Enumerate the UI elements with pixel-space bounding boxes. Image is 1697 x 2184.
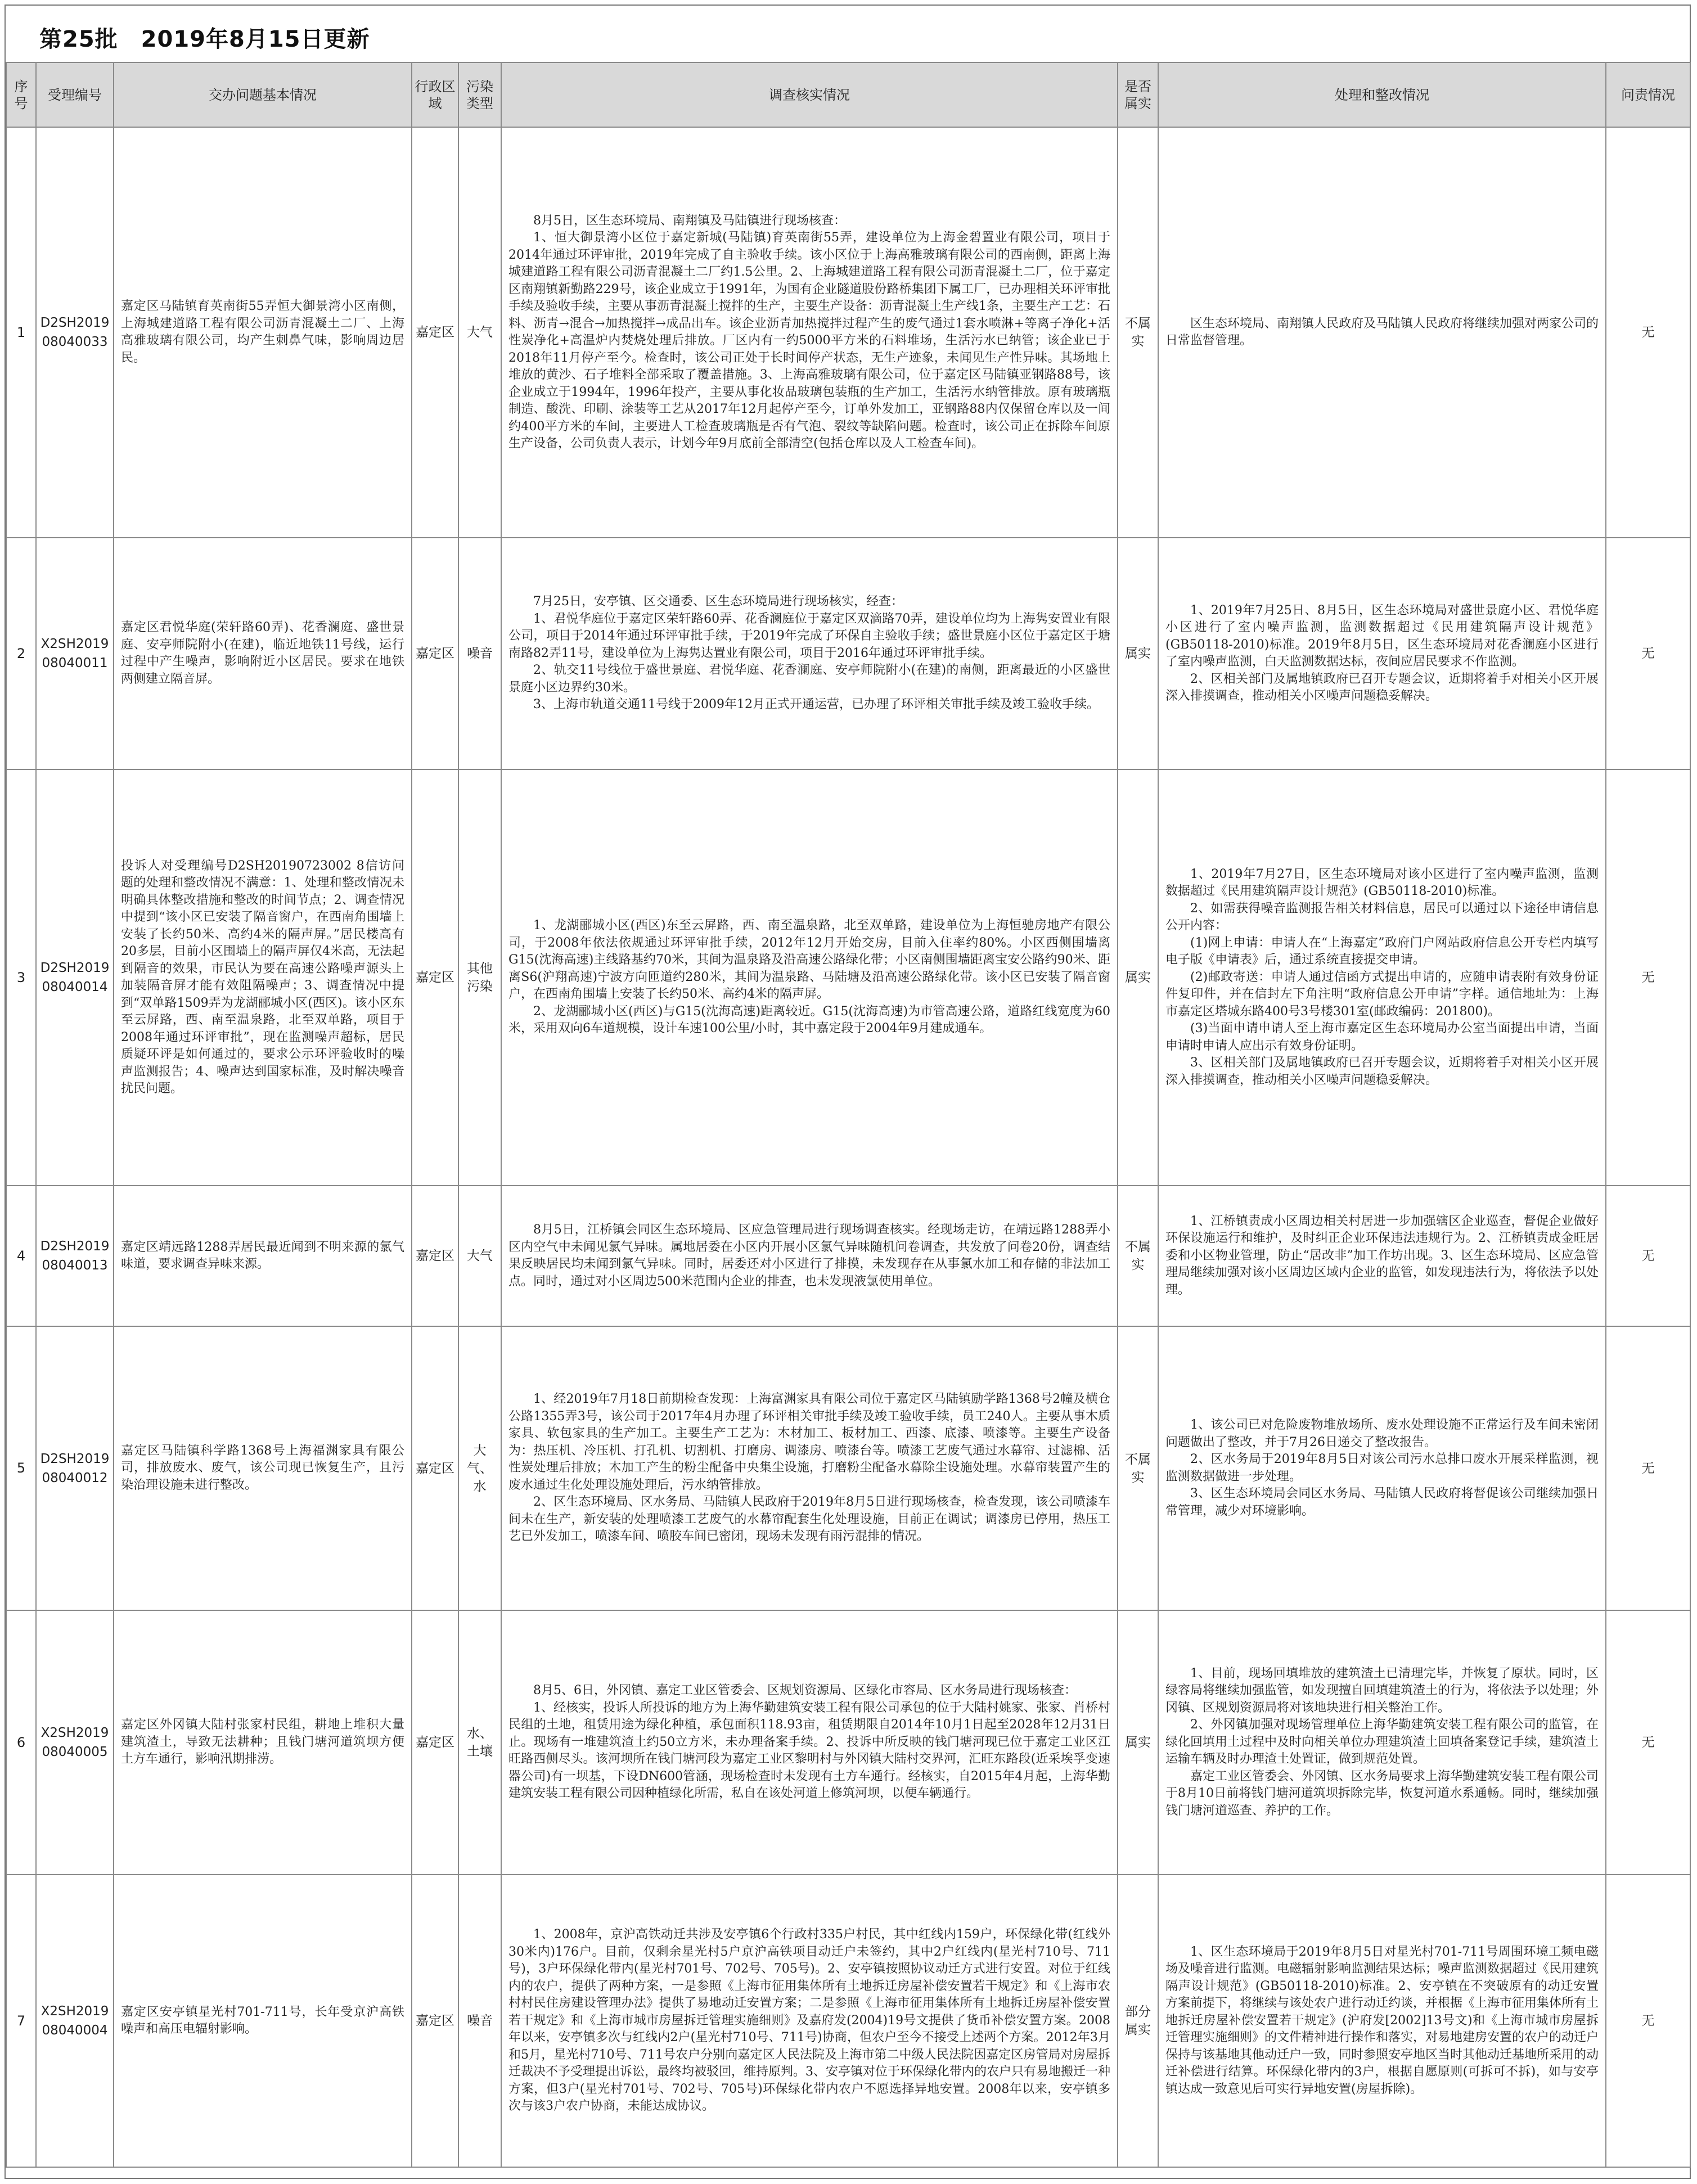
handling-paragraph: 区生态环境局、南翔镇人民政府及马陆镇人民政府将继续加强对两家公司的日常监督管理。 (1165, 316, 1599, 348)
cell-handling (1158, 1875, 1606, 2167)
table-row (6, 769, 1690, 1186)
cell-region: 嘉定区 (412, 769, 458, 1186)
cell-handling (1158, 1326, 1606, 1610)
investigation-paragraph: 8月5、6日，外冈镇、嘉定工业区管委会、区规划资源局、区绿化市容局、区水务局进行现场核查： (533, 1683, 1077, 1698)
handling-paragraph: (1)网上申请：申请人在“上海嘉定”政府门户网站政府信息公开专栏内填写电子版《申请表》后，通过系统直接提交申请。 (1165, 935, 1599, 967)
cell-accountability: 无 (1606, 538, 1690, 769)
cell-handling (1158, 127, 1606, 538)
table-row (6, 1875, 1690, 2167)
cell-pollution: 其他污染 (458, 769, 501, 1186)
cell-code: D2SH201908040013 (36, 1186, 114, 1326)
cell-code: D2SH201908040014 (36, 769, 114, 1186)
cell-region: 嘉定区 (412, 1186, 458, 1326)
cell-investigation (501, 1326, 1118, 1610)
cell-region: 嘉定区 (412, 1875, 458, 2167)
investigation-paragraph: 1、2008年，京沪高铁动迁共涉及安亭镇6个行政村335户村民，其中红线内159户，环保绿化带(红线外30米内)176户。目前，仅剩余星光村5户京沪高铁项目动迁户未签约，其中2户红线内(星光村710号、711号)，3户环保绿化带内(星光村701号、702号、705号)。2、安亭镇按照协议动迁方式进行安置。对位于红线内的农户，提供了两种方案，一是参照《上海市征用集体所有土地拆迁房屋补偿安置若干规定》和《上海市农村村民住房建设管理办法》提供了易地动迁安置方案；二是参照《上海市征用集体所有土地拆迁房屋补偿安置若干规定》和《上海市城市房屋拆迁管理实施细则》及嘉府发(2004)19号文提供了货币补偿安置方案。2008年以来，安亭镇多次与红线内2户(星光村710号、711号)协商，但农户至今不接受上述两个方案。2012年3月和5月，星光村710号、711号农户分别向嘉定区人民法院及上海市第二中级人民法院因嘉定区房管局对房屋拆迁裁决不予受理提出诉讼，最终均被驳回，维持原判。3、安亭镇对位于环保绿化带内的农户只有易地搬迁一种方案，但3户(星光村701号、702号、705号)环保绿化带内农户不愿选择异地安置。2008年以来，安亭镇多次与该3户农户协商，未能达成协议。 (508, 1928, 1111, 2114)
cell-seq: 4 (6, 1186, 36, 1326)
cell-accountability: 无 (1606, 1326, 1690, 1610)
issue-text: 嘉定区靖远路1288弄居民最近闻到不明来源的氯气味道，要求调查异味来源。 (121, 1240, 404, 1271)
cell-investigation (501, 1875, 1118, 2167)
handling-paragraph: (3)当面申请申请人至上海市嘉定区生态环境局办公室当面提出申请，当面申请时申请人应出示有效身份证明。 (1165, 1021, 1599, 1053)
cell-region: 嘉定区 (412, 127, 458, 538)
handling-paragraph: 1、2019年7月27日，区生态环境局对该小区进行了室内噪声监测，监测数据超过《民用建筑隔声设计规范》(GB50118-2010)标准。 (1165, 867, 1599, 899)
cell-verified: 不属实 (1118, 1186, 1158, 1326)
handling-paragraph: 1、目前，现场回填堆放的建筑渣土已清理完毕，并恢复了原状。同时，区绿容局将继续加强监管，如发现擅自回填建筑渣土的行为，将依法予以处理；外冈镇、区规划资源局将对该地块进行相关整治工作。 (1165, 1666, 1599, 1715)
cell-issue (114, 1326, 412, 1610)
cell-seq: 1 (6, 127, 36, 538)
cell-accountability: 无 (1606, 769, 1690, 1186)
investigation-paragraph: 8月5日，区生态环境局、南翔镇及马陆镇进行现场核查： (533, 213, 846, 228)
cell-pollution: 噪音 (458, 1875, 501, 2167)
document-page (4, 4, 1691, 2179)
cell-issue (114, 1875, 412, 2167)
investigation-paragraph: 8月5日，江桥镇会同区生态环境局、区应急管理局进行现场调查核实。经现场走访，在靖远路1288弄小区内空气中未闻见氯气异味。属地居委在小区内开展小区氯气异味随机问卷调查，共发放了问卷20份，调查结果反映居民均未闻到氯气异味。同时，居委还对小区进行了排摸，未发现存在从事氯水加工和存储的非法加工点。同时，通过对小区周边500米范围内企业的排查，也未发现液氯使用单位。 (508, 1223, 1110, 1289)
handling-paragraph: (2)邮政寄送：申请人通过信函方式提出申请的，应随申请表附有效身份证件复印件，并在信封左下角注明“政府信息公开申请”字样。通信地址为：上海市嘉定区塔城东路400号3号楼301室(邮政编码：201800)。 (1165, 970, 1599, 1019)
cell-handling (1158, 1186, 1606, 1326)
cell-region: 嘉定区 (412, 1610, 458, 1875)
header-seq: 序号 (6, 62, 36, 127)
cell-code: D2SH201908040033 (36, 127, 114, 538)
cell-region: 嘉定区 (412, 1326, 458, 1610)
header-code: 受理编号 (36, 62, 114, 127)
cell-seq: 2 (6, 538, 36, 769)
investigation-paragraph: 3、上海市轨道交通11号线于2009年12月正式开通运营，已办理了环评相关审批手续及竣工验收手续。 (533, 697, 1099, 712)
table-row (6, 1610, 1690, 1875)
cell-issue (114, 127, 412, 538)
cell-code: D2SH201908040012 (36, 1326, 114, 1610)
cell-pollution: 大气、水 (458, 1326, 501, 1610)
handling-paragraph: 3、区相关部门及属地镇政府已召开专题会议，近期将着手对相关小区开展深入排摸调查，推动相关小区噪声问题稳妥解决。 (1165, 1056, 1599, 1087)
header-region: 行政区域 (412, 62, 458, 127)
cell-issue (114, 769, 412, 1186)
cell-pollution: 大气 (458, 127, 501, 538)
investigation-paragraph: 1、恒大御景湾小区位于嘉定新城(马陆镇)育英南街55弄，建设单位为上海金碧置业有限公司，项目于2014年通过环评审批，2019年完成了自主验收手续。该小区位于上海高雅玻璃有限公司的西南侧，距离上海城建道路工程有限公司沥青混凝土二厂约1.5公里。2、上海城建道路工程有限公司沥青混凝土二厂，位于嘉定区南翔镇新勤路229号，该企业成立于1991年，为国有企业隧道股份路桥集团下属工厂，已办理相关环评审批手续及验收手续，主要从事沥青混凝土搅拌的生产，主要生产设备：沥青混凝土生产线1条，主要生产工艺：石料、沥青→混合→加热搅拌→成品出车。该企业沥青加热搅拌过程产生的废气通过1套水喷淋+等离子净化+活性炭净化+高温炉内焚烧处理后排放。厂区内有一约5000平方米的石料堆场，生活污水已纳管；该企业已于2018年11月停产至今。检查时，该公司正处于长时间停产状态，无生产迹象，未闻见生产性异味。其场地上堆放的黄沙、石子堆料全部采取了覆盖措施。3、上海高雅玻璃有限公司，位于嘉定区马陆镇亚钢路88号，该企业成立于1994年，1996年投产，主要从事化妆品玻璃包装瓶的生产加工，生活污水纳管排放。原有玻璃瓶制造、酸洗、印刷、涂装等工艺从2017年12月起停产至今，订单外发加工，亚钢路88内仅保留仓库以及一间约400平方米的车间，主要进人工检查玻璃瓶是否有气泡、裂纹等缺陷问题。检查时，该公司正在拆除车间原生产设备，公司负责人表示，计划今年9月底前全部清空(包括仓库以及人工检查车间)。 (508, 231, 1111, 451)
handling-paragraph: 1、2019年7月25日、8月5日，区生态环境局对盛世景庭小区、君悦华庭小区进行了室内噪声监测，监测数据超过《民用建筑隔声设计规范》(GB50118-2010)标准。2019年8月5日，区生态环境局对花香澜庭小区进行了室内噪声监测，白天监测数据达标，夜间应居民要求不作监测。 (1165, 603, 1599, 669)
table-row (6, 1186, 1690, 1326)
investigation-paragraph: 2、区生态环境局、区水务局、马陆镇人民政府于2019年8月5日进行现场核查，检查发现，该公司喷漆车间未在生产，新安装的处理喷漆工艺废气的水幕帘配套生化处理设施，目前正在调试；调漆房已停用，热压工艺已外发加工，喷漆车间、喷胶车间已密闭，现场未发现有雨污混排的情况。 (508, 1495, 1110, 1544)
cell-accountability: 无 (1606, 127, 1690, 538)
handling-paragraph: 1、区生态环境局于2019年8月5日对星光村701-711号周围环境工频电磁场及噪音进行监测。电磁辐射影响监测结果达标；噪声监测数据超过《民用建筑隔声设计规范》(GB50118-2010)标准。2、安亭镇在不突破原有的动迁安置方案前提下，将继续与该处农户进行动迁约谈，并根据《上海市征用集体所有土地拆迁房屋补偿安置若干规定》(沪府发[2002]13号文)和《上海市城市房屋拆迁管理实施细则》的文件精神进行操作和落实，对易地建房安置的农户的动迁户保持与该基地其他动迁户一致，同时参照安亭地区当时其他动迁基地所采用的动迁补偿进行结算。环保绿化带内的3户，根据自愿原则(可拆可不拆)，如与安亭镇达成一致意见后可实行异地安置(房屋拆除)。 (1165, 1944, 1599, 2096)
issue-text: 嘉定区安亭镇星光村701-711号，长年受京沪高铁噪声和高压电辐射影响。 (121, 2005, 404, 2036)
cell-handling (1158, 769, 1606, 1186)
cell-code: X2SH201908040011 (36, 538, 114, 769)
investigation-paragraph: 1、经2019年7月18日前期检查发现：上海富渊家具有限公司位于嘉定区马陆镇励学路1368号2幢及横仓公路1355弄3号，该公司于2017年4月办理了环评相关审批手续及竣工验收手续，员工240人。主要从事木质家具、软包家具的生产加工。主要生产工艺为：木材加工、板材加工、西漆、底漆、喷漆等。主要生产设备为：热压机、冷压机、打孔机、切割机、打磨房、调漆房、喷漆台等。喷漆工艺废气通过水幕帘、过滤棉、活性炭处理后排放；木加工产生的粉尘配备中央集尘设施，打磨粉尘配备水幕除尘设施处理。水幕帘装置产生的废水通过生化处理设施处理后，污水纳管排放。 (508, 1392, 1110, 1492)
investigation-paragraph: 7月25日，安亭镇、区交通委、区生态环境局进行现场核实，经查： (533, 595, 903, 609)
header-verified: 是否属实 (1118, 62, 1158, 127)
cell-investigation (501, 1186, 1118, 1326)
cell-handling (1158, 538, 1606, 769)
cell-verified: 部分属实 (1118, 1875, 1158, 2167)
handling-paragraph: 2、如需获得噪音监测报告相关材料信息，居民可以通过以下途径申请信息公开内容： (1165, 901, 1599, 933)
issue-text: 嘉定区马陆镇育英南街55弄恒大御景湾小区南侧，上海城建道路工程有限公司沥青混凝土二厂、上海高雅玻璃有限公司，均产生刺鼻气味，影响周边居民。 (121, 299, 404, 365)
header-accountability: 问责情况 (1606, 62, 1690, 127)
cell-accountability: 无 (1606, 1875, 1690, 2167)
handling-paragraph: 嘉定工业区管委会、外冈镇、区水务局要求上海华勤建筑安装工程有限公司于8月10日前将钱门塘河道筑坝拆除完毕，恢复河道水系通畅。同时，继续加强钱门塘河道巡查、养护的工作。 (1165, 1769, 1599, 1818)
cell-issue (114, 538, 412, 769)
cell-handling (1158, 1610, 1606, 1875)
cell-verified: 属实 (1118, 538, 1158, 769)
cell-issue (114, 1610, 412, 1875)
cell-code: X2SH201908040005 (36, 1610, 114, 1875)
cell-pollution: 大气 (458, 1186, 501, 1326)
investigation-paragraph: 1、龙湖郦城小区(西区)东至云屏路，西、南至温泉路，北至双单路，建设单位为上海恒驰房地产有限公司，于2008年依法依规通过环评审批手续，2012年12月开始交房，目前入住率约80%。小区西侧围墙离G15(沈海高速)主线路基约70米，其间为温泉路及沿高速公路绿化带；小区南侧围墙距离宝安公路约90米、距离S6(沪翔高速)宁波方向匝道约280米，其间为温泉路、马陆塘及沿高速公路绿化带。该小区已安装了隔音窗户，在西南角围墙上安装了长约50米、高约4米的隔声屏。 (508, 918, 1110, 1002)
handling-paragraph: 2、区相关部门及属地镇政府已召开专题会议，近期将着手对相关小区开展深入排摸调查，推动相关小区噪声问题稳妥解决。 (1165, 672, 1599, 703)
header-issue: 交办问题基本情况 (114, 62, 412, 127)
cell-pollution: 噪音 (458, 538, 501, 769)
handling-paragraph: 1、江桥镇责成小区周边相关村居进一步加强辖区企业巡查，督促企业做好环保设施运行和维护，及时纠正企业环保违法违规行为。2、江桥镇责成金旺居委和小区物业管理，防止“居改非”加工作坊出现。3、区生态环境局、区应急管理局继续加强对该小区周边区域内企业的监管，如发现违法行为，将依法予以处理。 (1165, 1214, 1599, 1297)
cell-seq: 3 (6, 769, 36, 1186)
document-title: 第25批 2019年8月15日更新 (39, 26, 370, 52)
header-pollution: 污染类型 (458, 62, 501, 127)
investigation-paragraph: 2、龙湖郦城小区(西区)与G15(沈海高速)距离较近。G15(沈海高速)为市管高速公路，道路红线宽度为60米，采用双向6车道规模，设计车速100公里/小时，其中嘉定段于2004年9月建成通车。 (508, 1004, 1110, 1036)
cell-verified: 不属实 (1118, 127, 1158, 538)
header-handling: 处理和整改情况 (1158, 62, 1606, 127)
cell-issue (114, 1186, 412, 1326)
cell-region: 嘉定区 (412, 538, 458, 769)
cell-pollution: 水、土壤 (458, 1610, 501, 1875)
handling-paragraph: 2、外冈镇加强对现场管理单位上海华勤建筑安装工程有限公司的监管，在绿化回填用土过程中及时向相关单位办理建筑渣土回填备案登记手续，建筑渣土运输车辆及时办理渣土处置证，做到规范处置。 (1165, 1718, 1599, 1767)
cell-investigation (501, 538, 1118, 769)
cell-accountability: 无 (1606, 1610, 1690, 1875)
cell-investigation (501, 769, 1118, 1186)
table-row (6, 538, 1690, 769)
investigation-paragraph: 1、君悦华庭位于嘉定区荣轩路60弄、花香澜庭位于嘉定区双滴路70弄，建设单位均为上海隽安置业有限公司，项目于2014年通过环评审批手续，于2019年完成了环保自主验收手续；盛世景庭小区位于嘉定区于塘南路82弄11号，建设单位为上海隽达置业有限公司，项目于2016年通过环评审批手续。 (508, 611, 1110, 660)
header-investigation: 调查核实情况 (501, 62, 1118, 127)
cell-verified: 属实 (1118, 769, 1158, 1186)
cell-verified: 属实 (1118, 1610, 1158, 1875)
cell-seq: 7 (6, 1875, 36, 2167)
cell-verified: 不属实 (1118, 1326, 1158, 1610)
cell-seq: 6 (6, 1610, 36, 1875)
issue-text: 嘉定区君悦华庭(荣轩路60弄)、花香澜庭、盛世景庭、安亭师院附小(在建)，临近地铁11号线，运行过程中产生噪声，影响附近小区居民。要求在地铁两侧建立隔音屏。 (121, 620, 404, 686)
table-row (6, 1326, 1690, 1610)
issue-text: 嘉定区外冈镇大陆村张家村民组，耕地上堆积大量建筑渣土，导致无法耕种；且钱门塘河道筑坝方便土方车通行，影响汛期排涝。 (121, 1718, 404, 1767)
cell-code: X2SH201908040004 (36, 1875, 114, 2167)
investigation-paragraph: 1、经核实，投诉人所投诉的地方为上海华勤建筑安装工程有限公司承包的位于大陆村姚家、张家、肖桥村民组的土地，租赁用途为绿化种植，承包面积118.93亩，租赁期限自2014年10月1日起至2028年12月31日止。现场有一堆建筑渣土约50立方米，未办理备案手续。2、投诉中所反映的钱门塘河现已位于嘉定工业区江旺路西侧尽头。该河坝所在钱门塘河段为嘉定工业区黎明村与外冈镇大陆村交界河，汇旺东路段(近采埃孚变速器公司)有一坝基，下设DN600管涵，现场检查时未发现有土方车通行。经核实，自2015年4月起，上海华勤建筑安装工程有限公司因种植绿化所需，私自在该处河道上修筑河坝，以便车辆通行。 (508, 1700, 1111, 1801)
issue-text: 投诉人对受理编号D2SH20190723002 8信访问题的处理和整改情况不满意：1、处理和整改情况未明确具体整改措施和整改的时间节点；2、调查情况中提到“该小区已安装了隔音窗户，在西南角围墙上安装了长约50米、高约4米的隔声屏。”居民楼高有20多层，目前小区围墙上的隔声屏仅4米高，无法起到隔音的效果，市民认为要在高速公路噪声源头上加装隔音屏才能有效阻隔噪声；3、调查情况中提到“双单路1509弄为龙湖郦城小区(西区)。该小区东至云屏路，西、南至温泉路，北至双单路，项目于2008年通过环评审批”，现在监测噪声超标，居民质疑环评是如何通过的，要求公示环评验收时的噪声监测报告；4、噪声达到国家标准，及时解决噪音扰民问题。 (121, 858, 404, 1096)
issue-text: 嘉定区马陆镇科学路1368号上海福渊家具有限公司，排放废水、废气，该公司现已恢复生产，且污染治理设施未进行整改。 (121, 1443, 404, 1492)
cell-accountability: 无 (1606, 1186, 1690, 1326)
cases-table (6, 62, 1691, 2168)
table-row (6, 127, 1690, 538)
cell-seq: 5 (6, 1326, 36, 1610)
table-header-row (6, 62, 1690, 127)
cell-investigation (501, 1610, 1118, 1875)
handling-paragraph: 3、区生态环境局会同区水务局、马陆镇人民政府将督促该公司继续加强日常管理，减少对环境影响。 (1165, 1487, 1599, 1518)
handling-paragraph: 2、区水务局于2019年8月5日对该公司污水总排口废水开展采样监测，视监测数据做进一步处理。 (1165, 1452, 1599, 1484)
handling-paragraph: 1、该公司已对危险废物堆放场所、废水处理设施不正常运行及车间未密闭问题做出了整改，并于7月26日递交了整改报告。 (1165, 1418, 1599, 1449)
cell-investigation (501, 127, 1118, 538)
investigation-paragraph: 2、轨交11号线位于盛世景庭、君悦华庭、花香澜庭、安亭师院附小(在建)的南侧，距离最近的小区盛世景庭小区边界约30米。 (508, 663, 1110, 695)
